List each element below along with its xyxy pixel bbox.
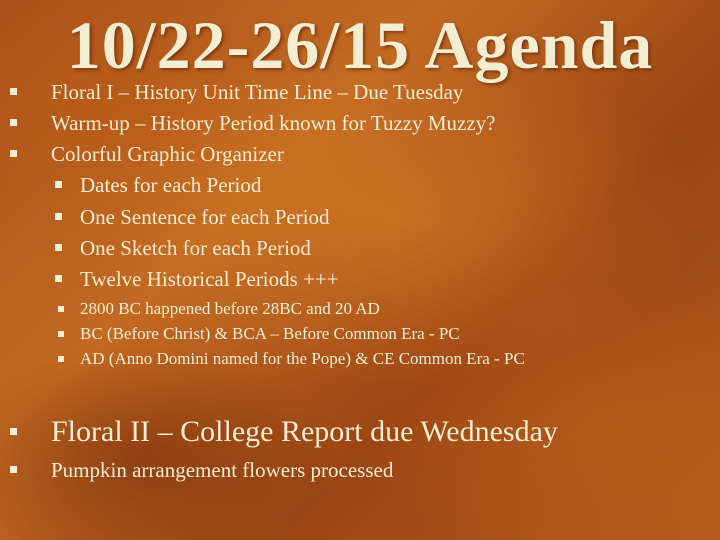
agenda-subitem-text: One Sentence for each Period: [80, 205, 330, 229]
square-bullet-icon: [55, 204, 62, 230]
agenda-subsubitem-text: AD (Anno Domini named for the Pope) & CE Common Era - PC: [80, 349, 525, 368]
slide-title: 10/22-26/15 Agenda: [66, 7, 654, 83]
agenda-subsubitem: [0, 298, 720, 320]
square-bullet-icon: [55, 266, 62, 292]
agenda-subsubitem: [0, 323, 720, 345]
agenda-item-text: Pumpkin arrangement flowers processed: [51, 458, 394, 482]
agenda-subitem-text: Twelve Historical Periods +++: [80, 267, 339, 291]
agenda-subitem-text: Dates for each Period: [80, 173, 262, 197]
agenda-subitem: [0, 204, 720, 230]
square-bullet-icon: [10, 457, 17, 483]
agenda-subitem: [0, 266, 720, 292]
agenda-item: [0, 79, 720, 105]
square-bullet-icon: [55, 235, 62, 261]
agenda-item-text: Warm-up – History Period known for Tuzzy Muzzy?: [51, 111, 496, 135]
agenda-item: [0, 110, 720, 136]
agenda-item-text: Floral I – History Unit Time Line – Due Tuesday: [51, 80, 464, 104]
agenda-subitem: [0, 172, 720, 198]
agenda-subitem-text: One Sketch for each Period: [80, 236, 311, 260]
square-bullet-icon: [10, 79, 17, 105]
agenda-item: [0, 141, 720, 167]
agenda-item: [0, 457, 720, 483]
square-bullet-icon: [10, 110, 17, 136]
agenda-subsubitem-text: BC (Before Christ) & BCA – Before Common Era - PC: [80, 324, 460, 343]
square-bullet-icon: [10, 414, 17, 450]
square-bullet-icon: [58, 323, 64, 345]
square-bullet-icon: [58, 298, 64, 320]
agenda-subsubitem: [0, 348, 720, 370]
agenda-item-large: [0, 414, 720, 450]
square-bullet-icon: [55, 172, 62, 198]
square-bullet-icon: [58, 348, 64, 370]
square-bullet-icon: [10, 141, 17, 167]
agenda-item-large-text: Floral II – College Report due Wednesday: [51, 415, 558, 448]
agenda-item-text: Colorful Graphic Organizer: [51, 142, 284, 166]
agenda-subsubitem-text: 2800 BC happened before 28BC and 20 AD: [80, 299, 380, 318]
agenda-subitem: [0, 235, 720, 261]
